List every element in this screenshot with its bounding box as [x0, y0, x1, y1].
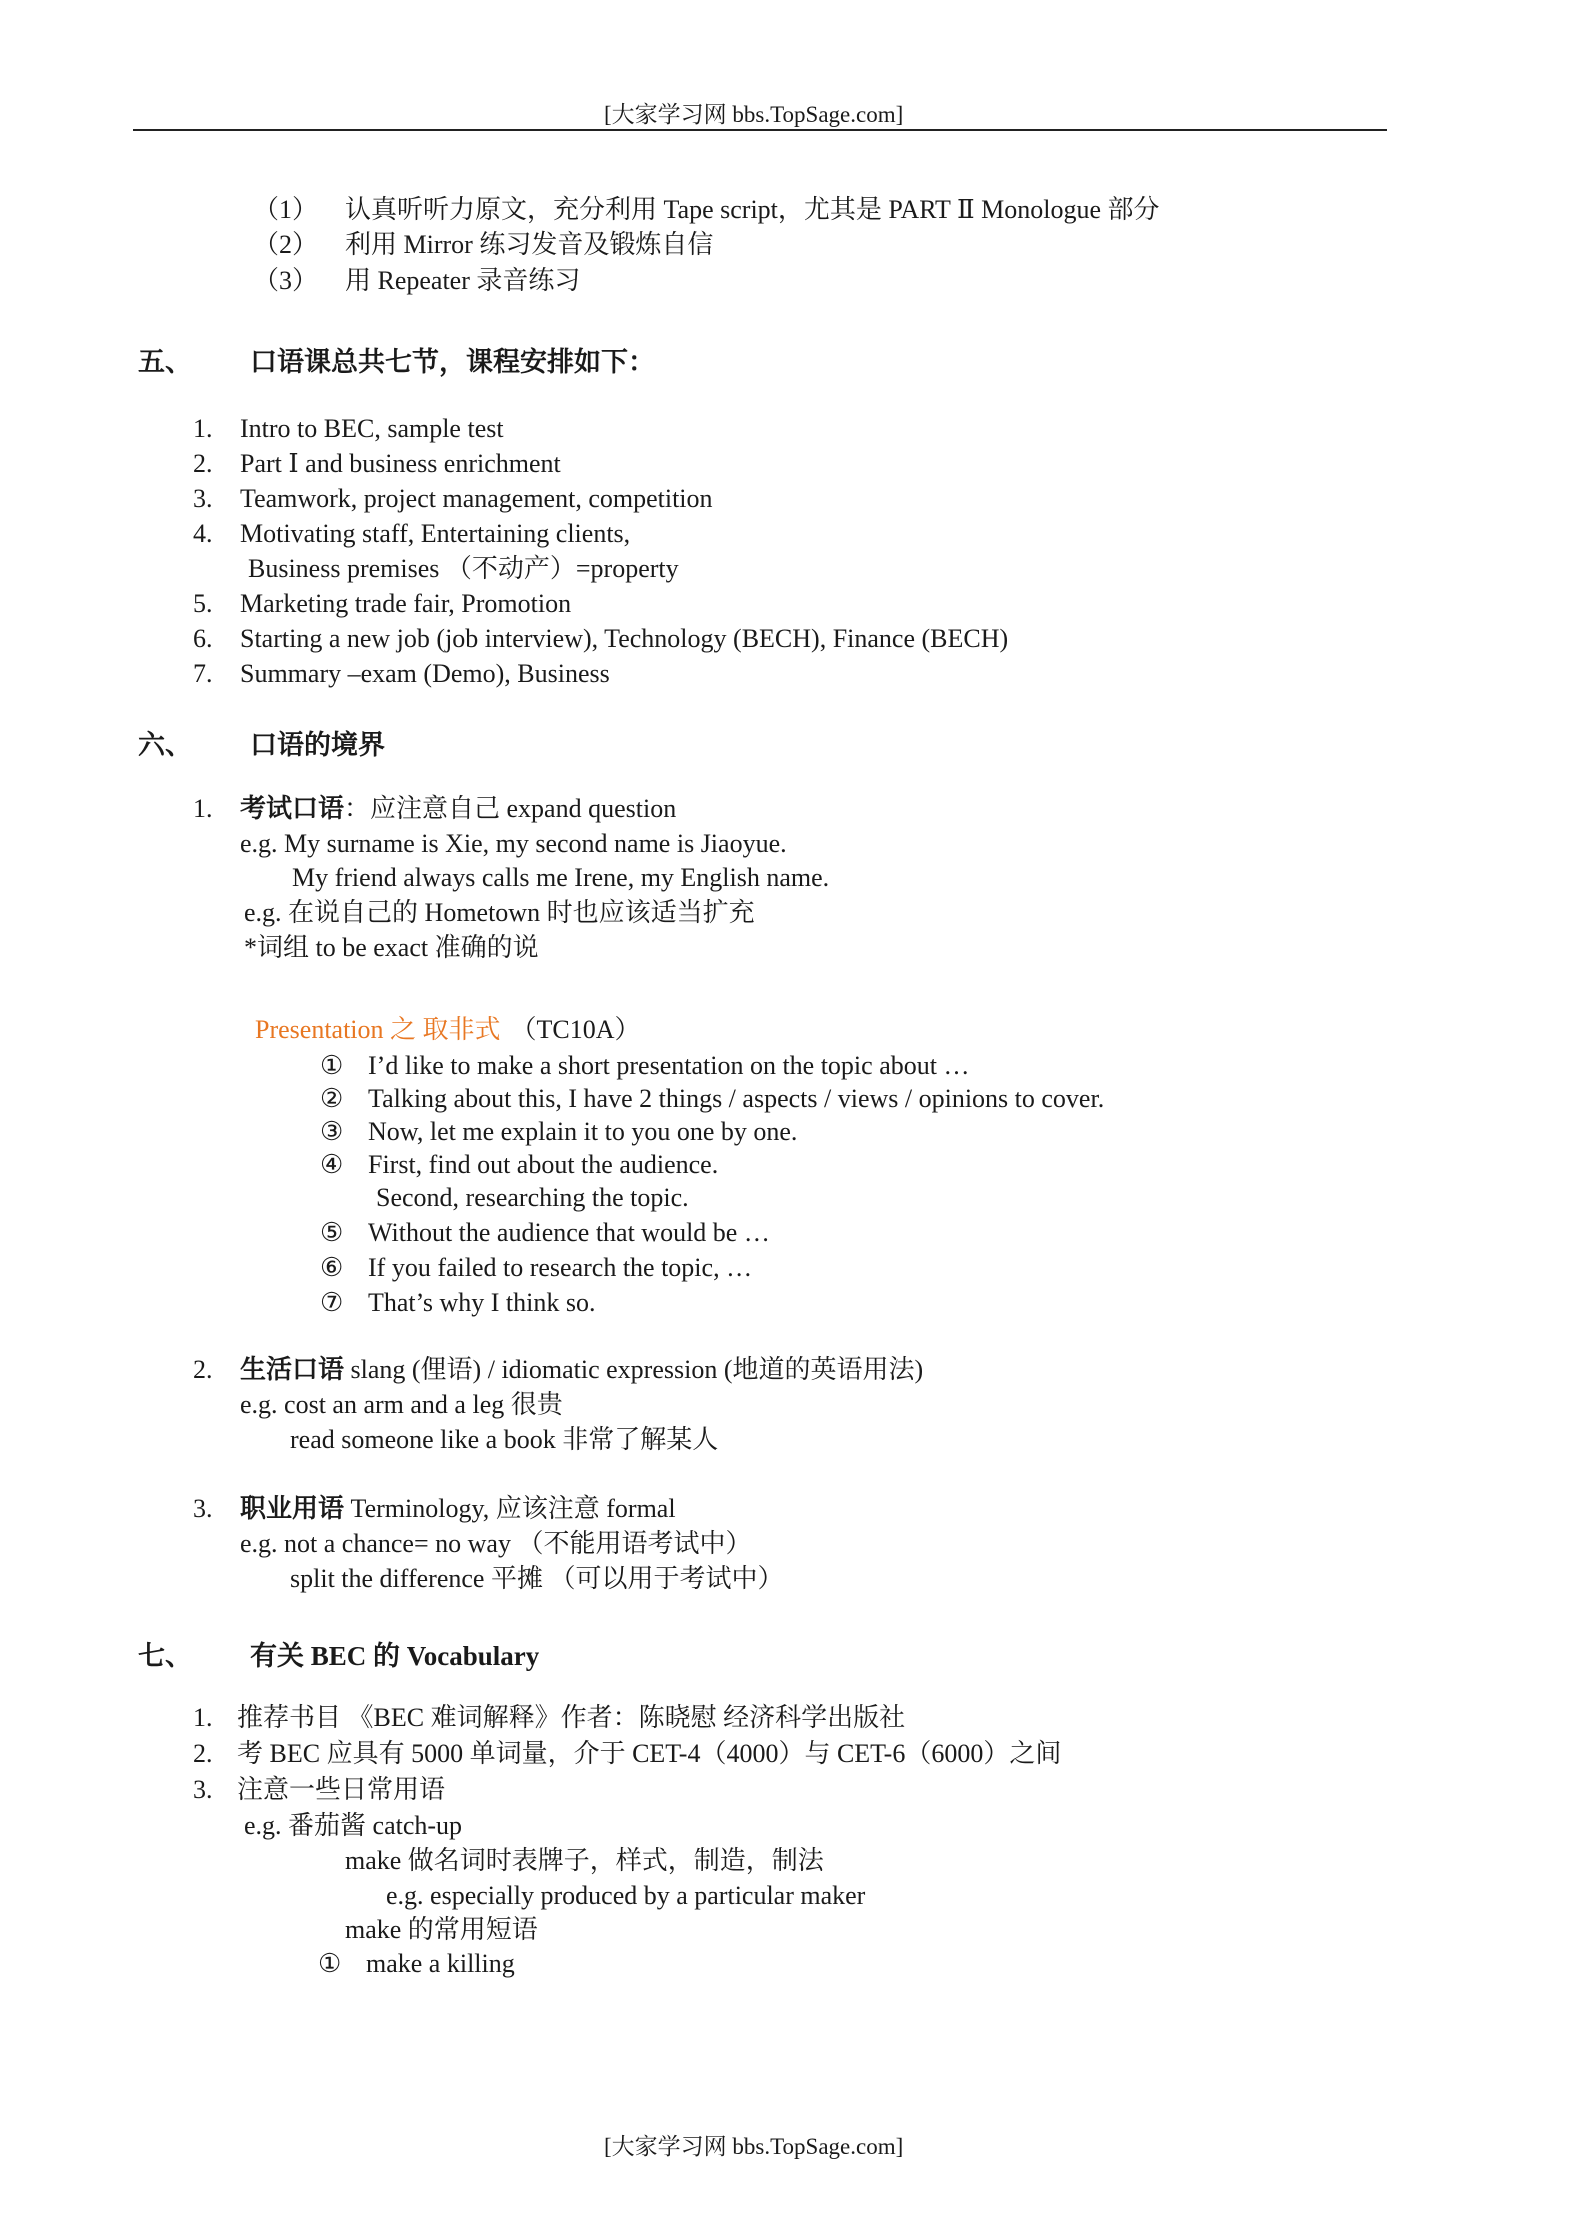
list-number: 2. [193, 449, 213, 478]
list-number: ⑤ [320, 1218, 344, 1247]
list-number: ③ [320, 1117, 344, 1146]
presentation-code: （TC10A） [510, 1015, 641, 1044]
header-divider [133, 129, 1387, 131]
list-item-text: 认真听听力原文，充分利用 Tape script，尤其是 PART Ⅱ Monologue 部分 [345, 195, 1160, 224]
list-item-text: Teamwork, project management, competition [240, 484, 713, 513]
list-number: 1. [193, 414, 213, 443]
list-item-text [240, 793, 676, 825]
item-text: ：应注意自己 expand question [344, 794, 677, 823]
list-number: ⑥ [320, 1253, 344, 1282]
example-line: *词组 to be exact 准确的说 [244, 933, 539, 962]
list-number: ⑦ [320, 1288, 344, 1317]
list-item-text: 利用 Mirror 练习发音及锻炼自信 [345, 230, 714, 259]
list-item-text: I’d like to make a short presentation on the topic about … [368, 1051, 970, 1080]
section-title: 口语课总共七节，课程安排如下： [250, 347, 655, 377]
presentation-title: Presentation 之 取非式 [255, 1015, 501, 1044]
section-title: 口语的境界 [250, 730, 385, 760]
list-item-text: 考 BEC 应具有 5000 单词量，介于 CET-4（4000）与 CET-6（6000）之间 [237, 1739, 1062, 1768]
list-item-text: make a killing [366, 1949, 515, 1978]
page-footer: [大家学习网 bbs.TopSage.com] [604, 2134, 904, 2159]
list-number: 3. [193, 484, 213, 513]
list-number: 2. [193, 1739, 213, 1768]
list-number: ① [320, 1051, 344, 1080]
example-line: make 做名词时表牌子，样式，制造，制法 [345, 1846, 824, 1875]
item-label: 考试口语 [240, 794, 345, 823]
list-item-text: Starting a new job (job interview), Technology (BECH), Finance (BECH) [240, 624, 1009, 653]
list-number: ④ [320, 1150, 344, 1179]
example-line: e.g. especially produced by a particular maker [386, 1881, 866, 1910]
list-item-text: Without the audience that would be … [368, 1218, 770, 1247]
example-line: e.g. not a chance= no way （不能用语考试中） [240, 1529, 752, 1558]
list-number: 1. [193, 794, 213, 823]
list-number: 7. [193, 659, 213, 688]
list-number: （1） [253, 195, 319, 224]
list-item-text [240, 1354, 923, 1386]
list-item [253, 194, 318, 226]
presentation-heading [255, 1014, 641, 1046]
example-line: My friend always calls me Irene, my English name. [292, 863, 830, 892]
list-item-text: Talking about this, I have 2 things / aspects / views / opinions to cover. [368, 1084, 1105, 1113]
list-item-text: Second, researching the topic. [376, 1183, 689, 1212]
item-text: slang (俚语) / idiomatic expression (地道的英语用法) [344, 1355, 924, 1384]
list-number: 2. [193, 1355, 213, 1384]
section-number: 五、 [138, 347, 192, 377]
list-item-text: Summary –exam (Demo), Business [240, 659, 610, 688]
list-number: 3. [193, 1775, 213, 1804]
list-item-text: Intro to BEC, sample test [240, 414, 504, 443]
item-label: 职业用语 [240, 1494, 345, 1523]
example-line: e.g. cost an arm and a leg 很贵 [240, 1390, 563, 1419]
list-item-text: Part Ⅰ and business enrichment [240, 449, 561, 478]
page-header: [大家学习网 bbs.TopSage.com] [604, 102, 904, 127]
list-number: ② [320, 1084, 344, 1113]
example-line: read someone like a book 非常了解某人 [290, 1425, 719, 1454]
list-item [253, 229, 318, 261]
list-number: 4. [193, 519, 213, 548]
list-number: （2） [253, 230, 319, 259]
section-number: 六、 [138, 730, 192, 760]
list-item-text [240, 1493, 676, 1525]
list-item-text: 推荐书目 《BEC 难词解释》作者：陈晓慰 经济科学出版社 [237, 1703, 906, 1732]
example-line: e.g. My surname is Xie, my second name is Jiaoyue. [240, 829, 787, 858]
list-item-text: Marketing trade fair, Promotion [240, 589, 572, 618]
list-item-text: If you failed to research the topic, … [368, 1253, 753, 1282]
list-item [253, 265, 318, 297]
list-item-text: That’s why I think so. [368, 1288, 596, 1317]
example-line: e.g. 番茄酱 catch-up [244, 1811, 463, 1840]
list-number: ① [318, 1949, 342, 1978]
list-number: 5. [193, 589, 213, 618]
example-line: e.g. 在说自己的 Hometown 时也应该适当扩充 [244, 898, 755, 927]
list-item-text: Now, let me explain it to you one by one. [368, 1117, 798, 1146]
list-item-text: Motivating staff, Entertaining clients, [240, 519, 631, 548]
section-title: 有关 BEC 的 Vocabulary [250, 1641, 540, 1671]
list-number: （3） [253, 266, 319, 295]
list-item-text: 注意一些日常用语 [237, 1775, 446, 1804]
list-number: 3. [193, 1494, 213, 1523]
item-text: Terminology, 应该注意 formal [344, 1494, 676, 1523]
item-label: 生活口语 [240, 1355, 345, 1384]
list-item-text: 用 Repeater 录音练习 [345, 266, 581, 295]
list-item-text: First, find out about the audience. [368, 1150, 719, 1179]
list-number: 1. [193, 1703, 213, 1732]
list-number: 6. [193, 624, 213, 653]
list-item-text: Business premises （不动产）=property [248, 554, 679, 583]
example-line: split the difference 平摊 （可以用于考试中） [290, 1564, 784, 1593]
example-line: make 的常用短语 [345, 1915, 538, 1944]
section-number: 七、 [138, 1641, 192, 1671]
